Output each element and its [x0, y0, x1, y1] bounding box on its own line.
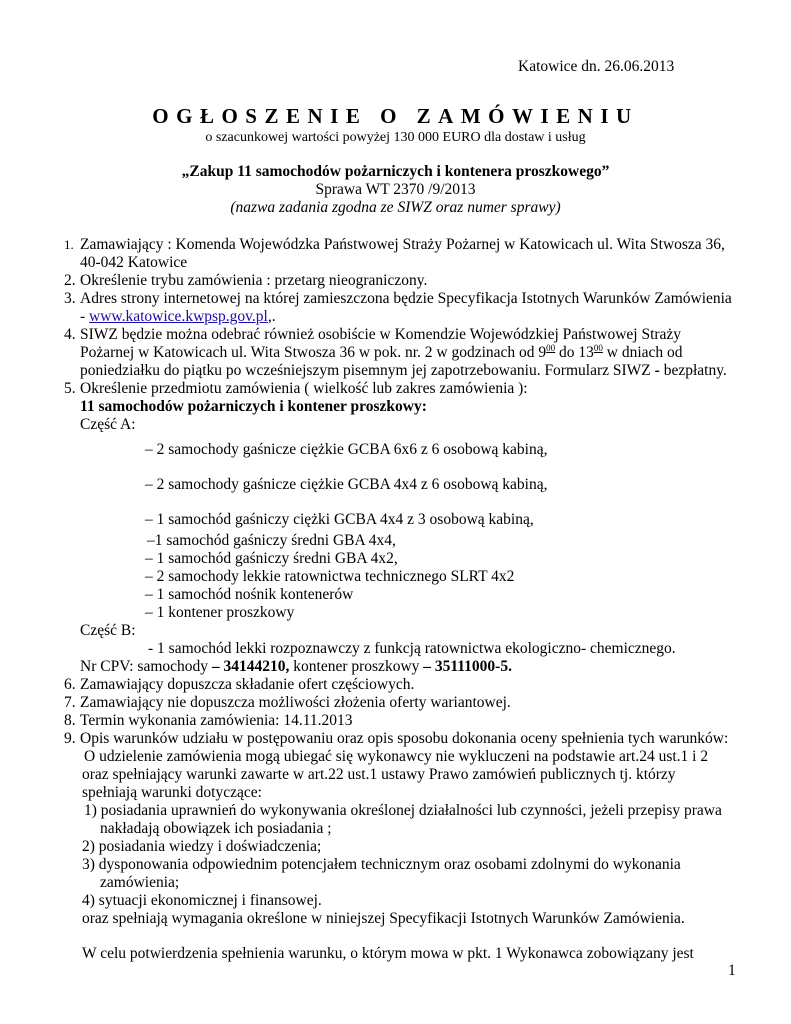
item-5-heading: 11 samochodów pożarniczych i kontener proszkowy: [80, 398, 427, 415]
item-6: 6. Zamawiający dopuszcza składanie ofert częściowych. [64, 676, 415, 693]
item-6-number: 6. [64, 676, 76, 693]
part-a-item-5: – 1 samochód gaśniczy średni GBA 4x2, [145, 550, 398, 567]
condition-2: 2) posiadania wiedzy i doświadczenia; [82, 838, 322, 855]
item-9-line-3: oraz spełniający warunki zawarte w art.22 ust.1 ustawy Prawo zamówień publicznych tj. którzy [82, 766, 676, 783]
item-2: 2. Określenie trybu zamówienia : przetarg nieograniczony. [64, 272, 428, 289]
item-4-line-1: 4. SIWZ będzie można odebrać również osobiście w Komendzie Wojewódzkiej Państwowej Straży [64, 326, 682, 343]
part-a-item-3: – 1 samochód gaśniczy ciężki GCBA 4x4 z 3 osobową kabiną, [145, 511, 534, 528]
item-8: 8. Termin wykonania zamówienia: 14.11.2013 [64, 712, 353, 729]
item-9-line-1: 9. Opis warunków udziału w postępowaniu oraz opis sposobu dokonania oceny spełnienia tych warunków: [64, 730, 729, 747]
item-9-closing: oraz spełniają wymagania określone w niniejszej Specyfikacji Istotnych Warunków Zamówienia. [82, 910, 685, 927]
part-a-item-4: –1 samochód gaśniczy średni GBA 4x4, [147, 532, 396, 549]
item-7-number: 7. [64, 694, 76, 711]
condition-3-line-1: 3) dysponowania odpowiednim potencjałem technicznym oraz osobami zdolnymi do wykonania [82, 856, 681, 873]
item-4-line-3: poniedziałku do piątku po wcześniejszym pisemnym jej zapotrzebowaniu. Formularz SIWZ - bezpłatny. [80, 362, 727, 379]
case-note: (nazwa zadania zgodna ze SIWZ oraz numer sprawy) [230, 199, 561, 216]
website-link[interactable]: www.katowice.kwpsp.gov.pl [89, 308, 268, 325]
part-b-label: Część B: [80, 622, 136, 639]
item-5-number: 5. [64, 380, 76, 397]
page-number: 1 [728, 962, 736, 979]
item-9-number: 9. [64, 730, 76, 747]
condition-1-line-1: 1) posiadania uprawnień do wykonywania określonej działalności lub czynności, jeżeli przepisy prawa [84, 802, 722, 819]
part-a-item-1: – 2 samochody gaśnicze ciężkie GCBA 6x6 z 6 osobową kabiną, [145, 441, 548, 458]
item-9-line-2: O udzielenie zamówienia mogą ubiegać się wykonawcy nie wykluczeni na podstawie art.24 ust.1 i 2 [84, 748, 709, 765]
item-7: 7. Zamawiający nie dopuszcza możliwości złożenia oferty wariantowej. [64, 694, 511, 711]
item-8-number: 8. [64, 712, 76, 729]
item-4-line-2: Pożarnej w Katowicach ul. Wita Stwosza 36 w pok. nr. 2 w godzinach od $9^{00}$ do $13^{00}$ w dniach od [80, 343, 683, 361]
condition-1-line-2: nakładają obowiązek ich posiadania ; [100, 820, 332, 837]
item-4-number: 4. [64, 326, 76, 343]
item-3-line-2: - www.katowice.kwpsp.gov.pl,. [80, 308, 276, 325]
part-b-item-1: - 1 samochód lekki rozpoznawczy z funkcją ratownictwa ekologiczno- chemicznego. [148, 640, 676, 657]
condition-4: 4) sytuacji ekonomicznej i finansowej. [82, 892, 322, 909]
cpv-codes: Nr CPV: samochody – 34144210, kontener proszkowy – 35111000-5. [80, 658, 512, 675]
part-a-item-6: – 2 samochody lekkie ratownictwa technicznego SLRT 4x2 [145, 568, 515, 585]
item-9-last-line: W celu potwierdzenia spełnienia warunku, o którym mowa w pkt. 1 Wykonawca zobowiązany jest [82, 945, 694, 962]
item-9-line-4: spełniają warunki dotyczące: [82, 784, 262, 801]
condition-3-line-2: zamówienia; [100, 874, 180, 891]
procurement-subject: „Zakup 11 samochodów pożarniczych i kontenera proszkowego” [181, 163, 610, 180]
item-1-line-1: 1. Zamawiający : Komenda Wojewódzka Państwowej Straży Pożarnej w Katowicach ul. Wita Stwosza 36, [64, 236, 725, 253]
part-a-item-2: – 2 samochody gaśnicze ciężkie GCBA 4x4 z 6 osobową kabiną, [145, 476, 548, 493]
document-title: OGŁOSZENIE O ZAMÓWIENIU [152, 104, 639, 128]
part-a-label: Część A: [80, 416, 136, 433]
document-subtitle: o szacunkowej wartości powyżej 130 000 EURO dla dostaw i usług [205, 130, 586, 145]
item-3-line-1: 3. Adres strony internetowej na której zamieszczona będzie Specyfikacja Istotnych Warunków Zamówienia [64, 290, 732, 307]
item-5-line-1: 5. Określenie przedmiotu zamówienia ( wielkość lub zakres zamówienia ): [64, 380, 528, 397]
part-a-item-8: – 1 kontener proszkowy [145, 604, 295, 621]
item-3-number: 3. [64, 290, 76, 307]
document-date: Katowice dn. 26.06.2013 [518, 58, 675, 75]
item-2-number: 2. [64, 272, 76, 289]
case-number: Sprawa WT 2370 /9/2013 [315, 181, 476, 198]
part-a-item-7: – 1 samochód nośnik kontenerów [145, 586, 354, 603]
item-1-line-2: 40-042 Katowice [80, 254, 188, 271]
item-1-number: 1. [64, 237, 74, 252]
